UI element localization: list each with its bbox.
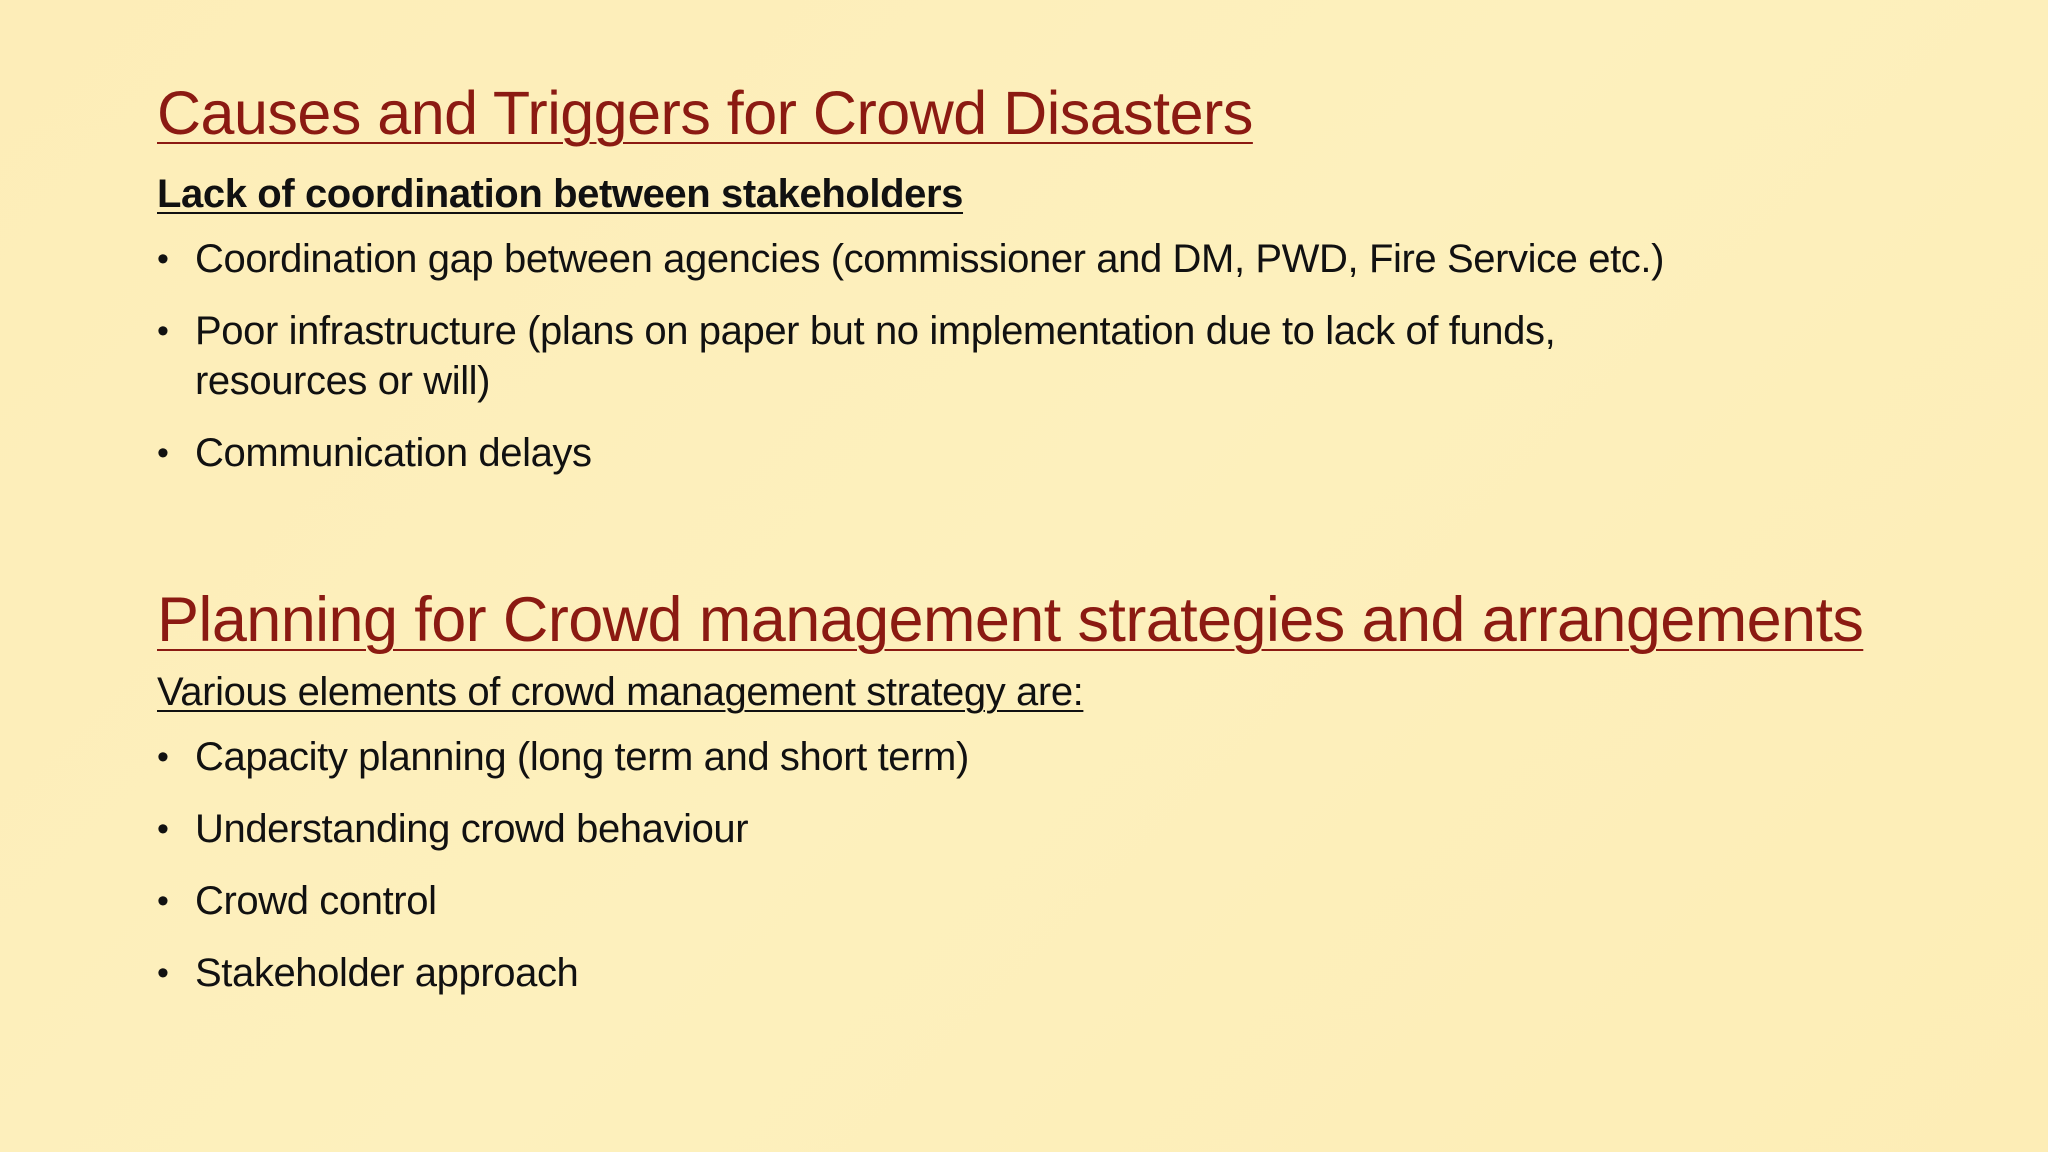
bullet-icon: • bbox=[157, 882, 169, 920]
bullet-text: Stakeholder approach bbox=[195, 951, 579, 995]
bullet-item bbox=[157, 306, 1968, 406]
section-2-subheading: Various elements of crowd management strategy are: bbox=[157, 670, 1084, 714]
section-1-subheading: Lack of coordination between stakeholders bbox=[157, 172, 964, 216]
bullet-icon: • bbox=[157, 240, 169, 278]
bullet-icon: • bbox=[157, 810, 169, 848]
bullet-icon: • bbox=[157, 434, 169, 472]
bullet-item bbox=[157, 948, 1968, 998]
bullet-icon: • bbox=[157, 312, 169, 350]
bullet-text: Poor infrastructure (plans on paper but no implementation due to lack of funds, resources or will) bbox=[195, 309, 1556, 403]
bullet-text: Crowd control bbox=[195, 879, 437, 923]
bullet-item bbox=[157, 876, 1968, 926]
bullet-item bbox=[157, 804, 1968, 854]
section-2-bullet-list bbox=[157, 732, 1968, 998]
bullet-item bbox=[157, 428, 1968, 478]
section-causes-triggers bbox=[157, 72, 1968, 500]
section-1-title: Causes and Triggers for Crowd Disasters bbox=[157, 79, 1253, 147]
section-2-title: Planning for Crowd management strategies and arrangements bbox=[157, 585, 1864, 655]
bullet-text: Understanding crowd behaviour bbox=[195, 807, 749, 851]
bullet-icon: • bbox=[157, 738, 169, 776]
bullet-text: Communication delays bbox=[195, 431, 592, 475]
bullet-icon: • bbox=[157, 954, 169, 992]
bullet-text: Capacity planning (long term and short term) bbox=[195, 735, 969, 779]
bullet-item bbox=[157, 732, 1968, 782]
section-planning-strategies bbox=[157, 578, 1968, 1020]
bullet-text: Coordination gap between agencies (commissioner and DM, PWD, Fire Service etc.) bbox=[195, 237, 1665, 281]
section-1-bullet-list bbox=[157, 234, 1968, 478]
bullet-item bbox=[157, 234, 1968, 284]
